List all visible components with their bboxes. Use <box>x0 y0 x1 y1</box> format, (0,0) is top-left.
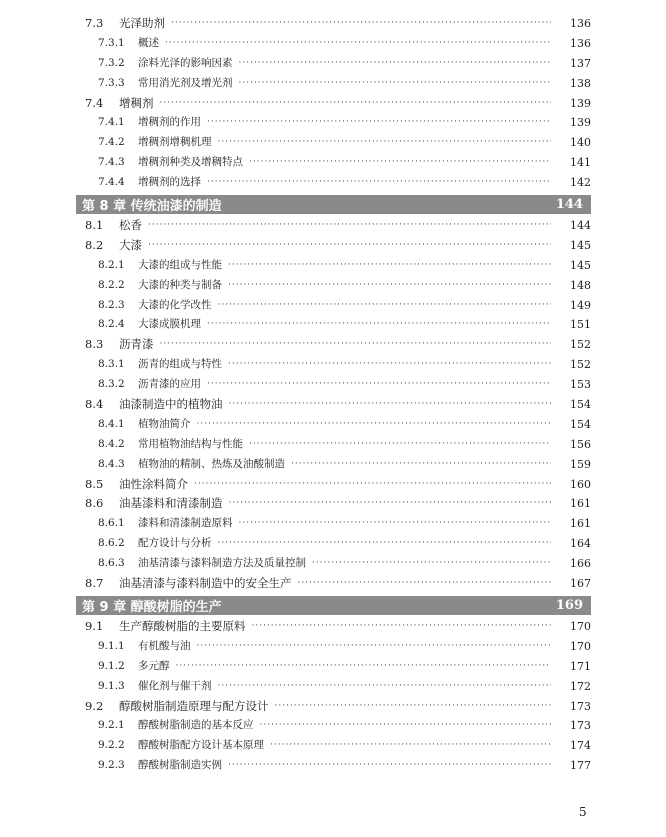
toc-subsection-entry[interactable] <box>0 133 666 153</box>
entry-page-number: 160 <box>570 477 591 491</box>
entry-title: 配方设计与分析 <box>138 537 212 550</box>
dot-leader <box>160 335 552 355</box>
toc-section-entry[interactable] <box>0 697 666 717</box>
dot-leader <box>218 296 552 316</box>
toc-section-entry[interactable] <box>0 236 666 256</box>
chapter-heading <box>76 596 591 615</box>
toc-subsection-entry[interactable] <box>0 415 666 435</box>
dot-leader <box>171 14 551 34</box>
dot-leader <box>270 736 551 756</box>
toc-section-entry[interactable] <box>0 335 666 355</box>
entry-page-number: 154 <box>570 417 591 431</box>
entry-number: 8.6.3 <box>98 557 125 570</box>
entry-title: 生产醇酸树脂的主要原料 <box>119 618 246 633</box>
entry-number: 7.3.2 <box>98 56 125 69</box>
toc-subsection-entry[interactable] <box>0 34 666 54</box>
entry-title: 常用消光剂及增光剂 <box>138 76 233 89</box>
dot-leader <box>228 276 551 296</box>
entry-number: 7.4.1 <box>98 116 125 129</box>
entry-page-number: 148 <box>570 278 591 292</box>
entry-number: 8.4.1 <box>98 417 125 430</box>
entry-number: 9.1.2 <box>98 659 125 672</box>
toc-group-chapter7 <box>0 14 666 193</box>
entry-title: 植物油简介 <box>138 417 191 430</box>
entry-number: 8.1 <box>85 218 104 233</box>
toc-subsection-entry[interactable] <box>0 173 666 193</box>
dot-leader <box>312 554 551 574</box>
entry-page-number: 152 <box>570 358 591 372</box>
entry-number: 9.2.1 <box>98 719 125 732</box>
entry-title: 醇酸树脂配方设计基本原理 <box>138 739 264 752</box>
entry-title: 松香 <box>119 218 142 233</box>
entry-page-number: 139 <box>570 116 591 130</box>
entry-number: 8.3 <box>85 337 104 352</box>
entry-page-number: 170 <box>570 619 591 633</box>
dot-leader <box>160 94 552 114</box>
toc-group-chapter9 <box>0 617 666 776</box>
entry-title: 大漆的种类与制备 <box>138 278 222 291</box>
dot-leader <box>197 415 552 435</box>
chapter-heading <box>76 195 591 214</box>
entry-number: 7.4 <box>85 95 104 110</box>
entry-page-number: 177 <box>570 759 591 773</box>
dot-leader <box>228 256 551 276</box>
entry-page-number: 161 <box>570 497 591 511</box>
chapter-title: 第 8 章 传统油漆的制造 <box>82 199 222 215</box>
entry-title: 概述 <box>138 36 159 49</box>
dot-leader <box>252 617 552 637</box>
toc-section-entry[interactable] <box>0 395 666 415</box>
dot-leader <box>218 534 552 554</box>
dot-leader <box>148 236 551 256</box>
toc-subsection-entry[interactable] <box>0 54 666 74</box>
dot-leader <box>207 315 551 335</box>
entry-page-number: 136 <box>570 36 591 50</box>
dot-leader <box>275 697 552 717</box>
toc-subsection-entry[interactable] <box>0 657 666 677</box>
entry-number: 9.2.3 <box>98 759 125 772</box>
toc-section-entry[interactable] <box>0 14 666 34</box>
toc-subsection-entry[interactable] <box>0 435 666 455</box>
entry-number: 7.3 <box>85 16 104 30</box>
toc-subsection-entry[interactable] <box>0 113 666 133</box>
entry-page-number: 174 <box>570 739 591 753</box>
entry-page-number: 161 <box>570 517 591 531</box>
entry-page-number: 145 <box>570 238 591 252</box>
dot-leader <box>228 756 551 776</box>
toc-section-entry[interactable] <box>0 216 666 236</box>
entry-page-number: 172 <box>570 679 591 693</box>
entry-title: 光泽助剂 <box>119 16 165 30</box>
toc-subsection-entry[interactable] <box>0 355 666 375</box>
entry-number: 9.2 <box>85 698 104 713</box>
entry-number: 8.2 <box>85 237 104 252</box>
dot-leader <box>176 657 552 677</box>
entry-page-number: 151 <box>570 318 591 332</box>
dot-leader <box>239 74 552 94</box>
dot-leader <box>165 34 551 54</box>
entry-title: 植物油的精制、热炼及油酸制造 <box>138 457 285 470</box>
entry-title: 醇酸树脂制造的基本反应 <box>138 719 254 732</box>
entry-page-number: 136 <box>570 17 591 30</box>
entry-number: 9.1 <box>85 618 104 633</box>
entry-number: 8.4.2 <box>98 437 125 450</box>
page-number: 5 <box>579 805 587 819</box>
entry-page-number: 167 <box>570 577 591 591</box>
toc-subsection-entry[interactable] <box>0 514 666 534</box>
entry-page-number: 138 <box>570 76 591 90</box>
entry-page-number: 149 <box>570 298 591 312</box>
entry-page-number: 173 <box>570 699 591 713</box>
dot-leader <box>228 355 551 375</box>
chapter-page: 144 <box>555 197 583 213</box>
dot-leader <box>249 435 551 455</box>
entry-title: 催化剂与催干剂 <box>138 679 212 692</box>
toc-subsection-entry[interactable] <box>0 296 666 316</box>
entry-number: 7.4.4 <box>98 176 125 189</box>
entry-title: 增稠剂增稠机理 <box>138 136 212 149</box>
entry-title: 沥青漆 <box>119 337 154 352</box>
entry-title: 增稠剂的作用 <box>138 116 201 129</box>
toc-subsection-entry[interactable] <box>0 756 666 776</box>
entry-title: 增稠剂种类及增稠特点 <box>138 156 243 169</box>
entry-title: 油基清漆与漆料制造中的安全生产 <box>119 576 292 591</box>
entry-number: 8.3.2 <box>98 378 125 391</box>
dot-leader <box>249 153 551 173</box>
entry-page-number: 154 <box>570 398 591 412</box>
entry-page-number: 152 <box>570 338 591 352</box>
dot-leader <box>239 54 552 74</box>
toc-subsection-entry[interactable] <box>0 554 666 574</box>
entry-title: 沥青的组成与特性 <box>138 358 222 371</box>
table-of-contents <box>0 14 666 776</box>
toc-subsection-entry[interactable] <box>0 256 666 276</box>
toc-subsection-entry[interactable] <box>0 716 666 736</box>
entry-title: 沥青漆的应用 <box>138 378 201 391</box>
toc-subsection-entry[interactable] <box>0 315 666 335</box>
toc-subsection-entry[interactable] <box>0 637 666 657</box>
entry-title: 大漆的组成与性能 <box>138 258 222 271</box>
entry-page-number: 141 <box>570 156 591 170</box>
entry-page-number: 153 <box>570 378 591 392</box>
entry-number: 7.4.2 <box>98 136 125 149</box>
entry-page-number: 173 <box>570 719 591 733</box>
entry-number: 8.4.3 <box>98 457 125 470</box>
entry-page-number: 164 <box>570 537 591 551</box>
toc-subsection-entry[interactable] <box>0 276 666 296</box>
chapter-page: 169 <box>555 597 583 613</box>
entry-number: 7.3.1 <box>98 36 125 49</box>
entry-number: 8.7 <box>85 576 104 591</box>
entry-number: 8.6.2 <box>98 537 125 550</box>
entry-number: 8.5 <box>85 476 104 491</box>
toc-subsection-entry[interactable] <box>0 375 666 395</box>
entry-title: 增稠剂的选择 <box>138 176 201 189</box>
entry-page-number: 137 <box>570 56 591 70</box>
entry-title: 大漆 <box>119 237 142 252</box>
toc-section-entry[interactable] <box>0 94 666 114</box>
entry-number: 8.3.1 <box>98 358 125 371</box>
entry-number: 8.2.3 <box>98 298 125 311</box>
entry-title: 油性涂料简介 <box>119 476 188 491</box>
toc-subsection-entry[interactable] <box>0 455 666 475</box>
entry-number: 7.4.3 <box>98 156 125 169</box>
toc-section-entry[interactable] <box>0 617 666 637</box>
entry-page-number: 142 <box>570 176 591 190</box>
dot-leader <box>218 133 552 153</box>
chapter-title: 第 9 章 醇酸树脂的生产 <box>82 599 222 615</box>
dot-leader <box>207 375 551 395</box>
entry-number: 8.6 <box>85 496 104 511</box>
entry-page-number: 166 <box>570 557 591 571</box>
entry-number: 8.2.4 <box>98 318 125 331</box>
dot-leader <box>260 716 552 736</box>
entry-title: 涂料光泽的影响因素 <box>138 56 233 69</box>
toc-group-chapter8 <box>0 216 666 594</box>
toc-section-entry[interactable] <box>0 494 666 514</box>
entry-page-number: 140 <box>570 136 591 150</box>
dot-leader <box>298 574 552 594</box>
entry-title: 油漆制造中的植物油 <box>119 397 223 412</box>
toc-subsection-entry[interactable] <box>0 677 666 697</box>
dot-leader <box>229 494 552 514</box>
entry-title: 多元醇 <box>138 659 170 672</box>
entry-title: 漆料和清漆制造原料 <box>138 517 233 530</box>
entry-title: 常用植物油结构与性能 <box>138 437 243 450</box>
toc-subsection-entry[interactable] <box>0 153 666 173</box>
entry-title: 油基漆料和清漆制造 <box>119 496 223 511</box>
toc-subsection-entry[interactable] <box>0 736 666 756</box>
entry-number: 9.1.3 <box>98 679 125 692</box>
toc-section-entry[interactable] <box>0 475 666 495</box>
dot-leader <box>218 677 552 697</box>
entry-page-number: 144 <box>570 219 591 233</box>
dot-leader <box>197 637 552 657</box>
entry-number: 9.1.1 <box>98 639 125 652</box>
dot-leader <box>229 395 552 415</box>
toc-subsection-entry[interactable] <box>0 74 666 94</box>
entry-page-number: 159 <box>570 457 591 471</box>
entry-number: 8.2.1 <box>98 258 125 271</box>
dot-leader <box>207 113 551 133</box>
toc-subsection-entry[interactable] <box>0 534 666 554</box>
toc-section-entry[interactable] <box>0 574 666 594</box>
dot-leader <box>148 216 551 236</box>
entry-number: 8.6.1 <box>98 517 125 530</box>
dot-leader <box>194 475 551 495</box>
entry-page-number: 139 <box>570 96 591 110</box>
dot-leader <box>239 514 552 534</box>
entry-number: 8.4 <box>85 397 104 412</box>
entry-title: 增稠剂 <box>119 95 154 110</box>
entry-number: 9.2.2 <box>98 739 125 752</box>
entry-title: 大漆的化学改性 <box>138 298 212 311</box>
dot-leader <box>291 455 551 475</box>
entry-page-number: 171 <box>570 659 591 673</box>
entry-number: 8.2.2 <box>98 278 125 291</box>
entry-page-number: 156 <box>570 437 591 451</box>
dot-leader <box>207 173 551 193</box>
entry-title: 醇酸树脂制造原理与配方设计 <box>119 698 269 713</box>
entry-page-number: 170 <box>570 639 591 653</box>
entry-title: 有机酸与油 <box>138 639 191 652</box>
entry-title: 醇酸树脂制造实例 <box>138 759 222 772</box>
entry-title: 大漆成膜机理 <box>138 318 201 331</box>
entry-number: 7.3.3 <box>98 76 125 89</box>
entry-title: 油基清漆与漆料制造方法及质量控制 <box>138 557 306 570</box>
entry-page-number: 145 <box>570 258 591 272</box>
